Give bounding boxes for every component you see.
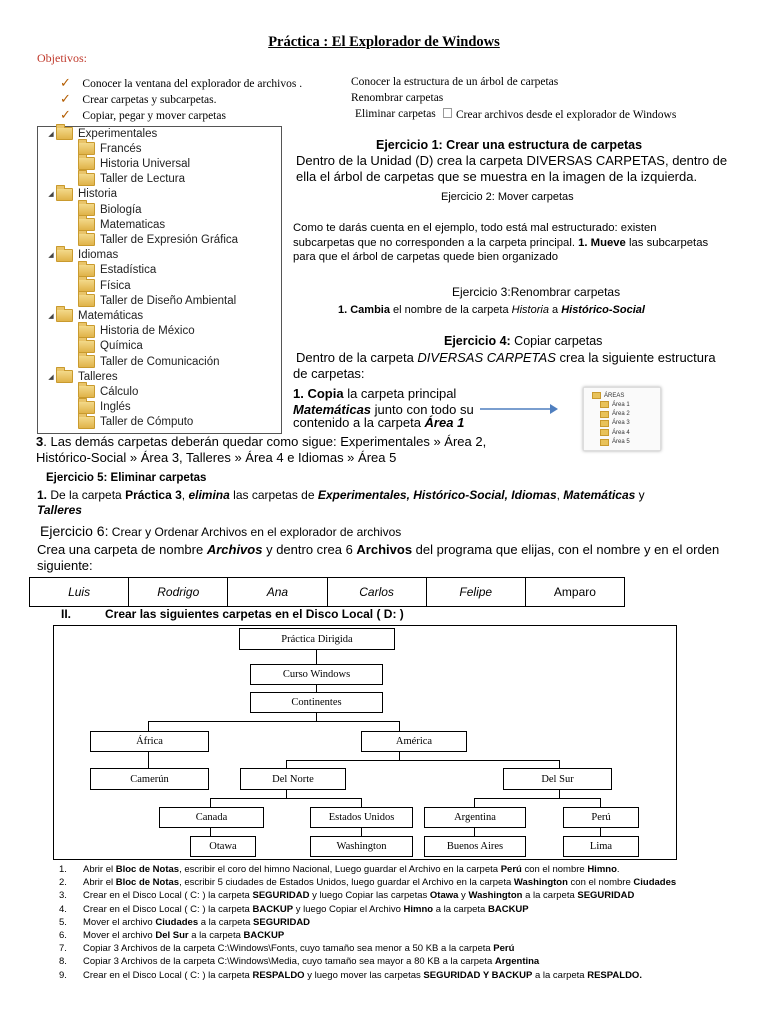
tree-folder-root[interactable] bbox=[48, 188, 117, 201]
task-text: BACKUP bbox=[243, 930, 285, 941]
folder-icon bbox=[592, 392, 601, 399]
task-item bbox=[59, 956, 539, 967]
ej2-line3: para que el árbol de carpetas quede bien organizado bbox=[293, 251, 559, 263]
ej3-title: Ejercicio 3:Renombrar carpetas bbox=[452, 285, 621, 299]
name-cell: Ana bbox=[228, 578, 327, 606]
tree-folder-label: Historia de México bbox=[100, 325, 195, 338]
task-item bbox=[59, 864, 620, 875]
task-text: RESPALDO bbox=[252, 969, 305, 981]
task-text: Crear en el Disco Local ( C: ) la carpeta bbox=[83, 890, 253, 902]
task-number: 9. bbox=[59, 969, 67, 981]
box-camerun: Camerún bbox=[90, 768, 209, 790]
folder-icon bbox=[600, 401, 609, 408]
task-item bbox=[59, 917, 310, 928]
tree-folder-child[interactable] bbox=[78, 401, 131, 414]
folder-icon bbox=[78, 218, 95, 231]
folder-icon bbox=[600, 439, 609, 446]
areas-mini-tree bbox=[583, 387, 661, 451]
tree-folder-child[interactable] bbox=[78, 264, 156, 277]
task-item bbox=[59, 877, 676, 888]
ej4-p3-line1: 3. Las demás carpetas deberán quedar como sigue: Experimentales » Área 2, bbox=[36, 434, 487, 449]
ej1-line1: Dentro de la Unidad (D) crea la carpeta DIVERSAS CARPETAS, dentro de bbox=[296, 153, 728, 168]
ej4-line2: de carpetas: bbox=[293, 366, 365, 381]
objective-right-3a: Eliminar carpetas bbox=[355, 108, 436, 120]
objective-right-3b: Crear archivos desde el explorador de Windows bbox=[443, 108, 676, 121]
task-text: a la carpeta bbox=[188, 930, 244, 941]
ej5-title: Ejercicio 5: Eliminar carpetas bbox=[46, 472, 207, 484]
tree-folder-label: Matemáticas bbox=[78, 309, 144, 322]
folder-icon bbox=[56, 309, 73, 322]
task-text: BACKUP bbox=[487, 903, 529, 915]
ej2-title: Ejercicio 2: Mover carpetas bbox=[441, 191, 574, 203]
box-argentina: Argentina bbox=[424, 807, 526, 828]
task-text: Abrir el bbox=[83, 877, 116, 889]
task-item bbox=[59, 890, 634, 901]
tree-folder-child[interactable] bbox=[78, 157, 190, 170]
task-item bbox=[59, 930, 284, 941]
folder-icon bbox=[78, 340, 95, 353]
task-text: SEGURIDAD Y BACKUP bbox=[423, 969, 533, 981]
box-continentes: Continentes bbox=[250, 692, 383, 713]
ej4-copy2: Matemáticas junto con todo su bbox=[293, 402, 474, 417]
folder-icon bbox=[78, 264, 95, 277]
task-text: a la carpeta bbox=[522, 890, 578, 902]
task-text: Ciudades bbox=[633, 877, 677, 889]
folder-icon bbox=[78, 355, 95, 368]
check-icon: ✓ bbox=[60, 107, 71, 122]
mini-folder-child bbox=[600, 420, 630, 427]
folder-tree bbox=[37, 126, 282, 434]
tree-folder-root[interactable] bbox=[48, 370, 118, 383]
folder-icon bbox=[56, 127, 73, 140]
name-cell: Amparo bbox=[553, 585, 596, 599]
tree-folder-child[interactable] bbox=[78, 142, 142, 155]
task-number: 4. bbox=[59, 903, 67, 915]
task-text: Washington bbox=[468, 890, 523, 902]
mini-folder-label: Área 5 bbox=[612, 439, 630, 445]
task-text: Bloc de Notas bbox=[115, 877, 180, 889]
task-text: Del Sur bbox=[155, 930, 189, 941]
mini-folder-label: Área 1 bbox=[612, 401, 630, 408]
tree-folder-child[interactable] bbox=[78, 218, 165, 231]
folder-icon bbox=[78, 233, 95, 246]
box-africa: África bbox=[90, 731, 209, 752]
ej4-p3-line2: Histórico-Social » Área 3, Talleres » Área 4 e Idiomas » Área 5 bbox=[36, 450, 397, 465]
tree-folder-child[interactable] bbox=[78, 340, 143, 353]
expand-arrow-icon[interactable]: ◢ bbox=[48, 191, 54, 199]
tree-folder-label: Historia Universal bbox=[100, 157, 191, 170]
tree-folder-child[interactable] bbox=[78, 294, 236, 307]
mini-folder-label: Área 4 bbox=[612, 429, 630, 436]
name-cell: Luis bbox=[30, 578, 129, 606]
section2-num: II. bbox=[61, 607, 72, 621]
task-text: SEGURIDAD bbox=[252, 890, 310, 902]
tree-folder-label: Cálculo bbox=[100, 385, 139, 398]
task-text: BACKUP bbox=[252, 903, 294, 915]
objective-right-1: Conocer la estructura de un árbol de carpetas bbox=[351, 76, 559, 88]
folder-icon bbox=[600, 429, 609, 436]
mini-folder-label: Área 3 bbox=[612, 420, 630, 427]
ej1-title: Ejercicio 1: Crear una estructura de carpetas bbox=[376, 138, 643, 152]
tree-folder-child[interactable] bbox=[78, 173, 185, 186]
tree-folder-label: Experimentales bbox=[78, 127, 158, 140]
box-otawa: Otawa bbox=[190, 836, 256, 857]
folder-icon bbox=[78, 401, 95, 414]
tree-folder-label: Inglés bbox=[100, 401, 131, 414]
tree-folder-label: Química bbox=[100, 340, 143, 353]
tree-folder-label: Taller de Diseño Ambiental bbox=[100, 294, 237, 307]
task-text: Mover el archivo bbox=[83, 930, 156, 941]
ej6-line1: Crea una carpeta de nombre Archivos y dentro crea 6 Archivos del programa que elijas, con el nombre y en el orden bbox=[37, 542, 720, 557]
mini-folder-child bbox=[600, 439, 630, 446]
task-text: a la carpeta bbox=[532, 969, 588, 981]
task-text: y bbox=[458, 890, 469, 902]
task-text: y luego mover las carpetas bbox=[304, 969, 424, 981]
expand-arrow-icon[interactable]: ◢ bbox=[48, 312, 54, 320]
task-text: Perú bbox=[493, 943, 515, 955]
task-text: Himno bbox=[403, 903, 434, 915]
task-number: 8. bbox=[59, 956, 67, 968]
task-text: y luego Copiar las carpetas bbox=[309, 890, 430, 902]
name-cell: Rodrigo bbox=[129, 578, 228, 606]
box-buenos-aires: Buenos Aires bbox=[424, 836, 526, 857]
task-item bbox=[59, 970, 642, 981]
names-table bbox=[29, 577, 625, 607]
folder-icon bbox=[78, 203, 95, 216]
folder-icon bbox=[78, 173, 95, 186]
expand-arrow-icon[interactable]: ◢ bbox=[48, 130, 54, 138]
ej4-copy3: contenido a la carpeta Área 1 bbox=[293, 415, 465, 430]
task-text: SEGURIDAD bbox=[577, 890, 635, 902]
task-text: Mover el archivo bbox=[83, 916, 156, 928]
task-text: Crear en el Disco Local ( C: ) la carpeta bbox=[83, 969, 253, 981]
ej6-title: Ejercicio 6: Crear y Ordenar Archivos en el explorador de archivos bbox=[40, 523, 402, 539]
box-america: América bbox=[361, 731, 467, 752]
ej3-line: 1. Cambia el nombre de la carpeta Historia a Histórico-Social bbox=[338, 304, 645, 316]
box-lima: Lima bbox=[563, 836, 639, 857]
folder-icon bbox=[78, 142, 95, 155]
tree-folder-label: Taller de Lectura bbox=[100, 173, 186, 186]
folder-icon bbox=[56, 370, 73, 383]
ej2-line1: Como te darás cuenta en el ejemplo, todo está mal estructurado: existen bbox=[293, 222, 657, 234]
task-text: Perú bbox=[500, 864, 522, 875]
task-text: Ciudades bbox=[155, 916, 199, 928]
box-canada: Canada bbox=[159, 807, 264, 828]
task-text: Copiar 3 Archivos de la carpeta C:\Windows\Fonts, cuyo tamaño sea menor a 50 KB a la carpeta bbox=[83, 943, 494, 955]
mini-folder-child bbox=[600, 411, 630, 418]
folder-icon bbox=[600, 420, 609, 427]
tree-folder-label: Estadística bbox=[100, 264, 157, 277]
ej6-line2: siguiente: bbox=[37, 558, 93, 573]
tree-folder-child[interactable] bbox=[78, 233, 238, 246]
tree-folder-child[interactable] bbox=[78, 325, 195, 338]
check-icon: ✓ bbox=[60, 75, 71, 90]
task-text: con el nombre bbox=[521, 864, 588, 875]
tree-folder-child[interactable] bbox=[78, 416, 193, 429]
tree-folder-label: Idiomas bbox=[78, 249, 119, 262]
objective-3: ✓ Copiar, pegar y mover carpetas bbox=[60, 107, 226, 122]
mini-folder-root bbox=[592, 392, 624, 399]
box-practica-dirigida: Práctica Dirigida bbox=[239, 628, 395, 650]
ej5-line1: 1. De la carpeta Práctica 3, elimina las carpetas de Experimentales, Histórico-Social, Idiomas, Matemáticas y bbox=[37, 488, 645, 502]
task-text: a la carpeta bbox=[433, 903, 488, 915]
objective-1: ✓ Conocer la ventana del explorador de archivos . bbox=[60, 75, 303, 90]
ej4-title: Ejercicio 4: Copiar carpetas bbox=[444, 334, 603, 348]
tree-folder-root[interactable] bbox=[48, 249, 119, 262]
task-text: , escribir el coro del himno Nacional, Luego guardar el Archivo en la carpeta bbox=[179, 864, 501, 875]
expand-arrow-icon[interactable]: ◢ bbox=[48, 373, 54, 381]
folder-icon bbox=[78, 294, 95, 307]
folder-icon bbox=[78, 416, 95, 429]
task-text: Washington bbox=[513, 877, 568, 889]
folder-icon bbox=[78, 279, 95, 292]
task-text: con el nombre bbox=[567, 877, 634, 889]
objective-right-2: Renombrar carpetas bbox=[351, 92, 444, 104]
task-text: RESPALDO. bbox=[587, 969, 642, 981]
task-item bbox=[59, 943, 514, 954]
folder-icon bbox=[56, 249, 73, 262]
arrow-icon bbox=[478, 402, 560, 416]
tree-folder-child[interactable] bbox=[78, 279, 131, 292]
tree-folder-root[interactable] bbox=[48, 127, 158, 140]
folder-icon bbox=[600, 411, 609, 418]
box-peru: Perú bbox=[563, 807, 639, 828]
task-text: . bbox=[616, 864, 620, 875]
task-text: Copiar 3 Archivos de la carpeta C:\Windows\Media, cuyo tamaño sea mayor a 80 KB a la carpeta bbox=[83, 956, 495, 968]
task-number: 1. bbox=[59, 864, 67, 875]
mini-folder-child bbox=[600, 429, 630, 436]
task-item bbox=[59, 904, 529, 915]
expand-arrow-icon[interactable]: ◢ bbox=[48, 252, 54, 260]
section2-text: Crear las siguientes carpetas en el Disco Local ( D: ) bbox=[105, 607, 404, 621]
task-text: Bloc de Notas bbox=[115, 864, 180, 875]
box-del-sur: Del Sur bbox=[503, 768, 612, 790]
task-text: Argentina bbox=[494, 956, 540, 968]
tree-folder-label: Francés bbox=[100, 142, 142, 155]
tree-folder-label: Matematicas bbox=[100, 218, 166, 231]
mini-folder-label: Área 2 bbox=[612, 411, 630, 418]
folder-icon bbox=[78, 385, 95, 398]
name-cell: Felipe bbox=[427, 578, 526, 606]
task-text: , escribir 5 ciudades de Estados Unidos, luego guardar el Archivo en la carpeta bbox=[179, 877, 514, 889]
folder-icon bbox=[78, 157, 95, 170]
ej4-copy1: 1. Copia la carpeta principal bbox=[293, 386, 457, 401]
task-number: 3. bbox=[59, 890, 67, 902]
task-number: 5. bbox=[59, 916, 67, 928]
task-text: Crear en el Disco Local ( C: ) la carpeta bbox=[83, 903, 253, 915]
mini-folder-label: ÁREAS bbox=[604, 392, 625, 399]
page-title: Práctica : El Explorador de Windows bbox=[268, 34, 500, 50]
tree-folder-label: Física bbox=[100, 279, 131, 292]
tree-folder-label: Taller de Cómputo bbox=[100, 416, 194, 429]
task-text: SEGURIDAD bbox=[253, 916, 311, 928]
task-text: Himno bbox=[587, 864, 617, 875]
folder-icon bbox=[78, 325, 95, 338]
task-text: a la carpeta bbox=[198, 916, 254, 928]
tree-folder-child[interactable] bbox=[78, 385, 138, 398]
task-number: 2. bbox=[59, 877, 67, 889]
task-text: Otawa bbox=[429, 890, 459, 902]
tree-folder-root[interactable] bbox=[48, 309, 144, 322]
ej4-line1: Dentro de la carpeta DIVERSAS CARPETAS crea la siguiente estructura bbox=[296, 350, 716, 365]
task-number: 7. bbox=[59, 943, 67, 955]
task-number: 6. bbox=[59, 930, 67, 941]
tree-folder-child[interactable] bbox=[78, 355, 220, 368]
tree-folder-label: Taller de Comunicación bbox=[100, 355, 220, 368]
box-curso-windows: Curso Windows bbox=[250, 664, 383, 685]
ej2-line2: subcarpetas que no corresponden a la carpeta principal. 1. Mueve las subcarpetas bbox=[293, 237, 709, 249]
tree-folder-label: Talleres bbox=[78, 370, 118, 383]
box-estados-unidos: Estados Unidos bbox=[310, 807, 413, 828]
tree-folder-label: Historia bbox=[78, 188, 117, 201]
mini-folder-child bbox=[600, 401, 630, 408]
name-cell: Carlos bbox=[328, 578, 427, 606]
ej5-line2: Talleres bbox=[37, 503, 82, 517]
task-text: Abrir el bbox=[83, 864, 116, 875]
box-washington: Washington bbox=[310, 836, 413, 857]
objective-2: ✓ Crear carpetas y subcarpetas. bbox=[60, 91, 217, 106]
tree-folder-child[interactable] bbox=[78, 203, 142, 216]
check-icon: ✓ bbox=[60, 91, 71, 106]
objetivos-label: Objetivos: bbox=[37, 51, 87, 65]
tree-folder-label: Taller de Expresión Gráfica bbox=[100, 233, 239, 246]
box-del-norte: Del Norte bbox=[240, 768, 346, 790]
tree-folder-label: Biología bbox=[100, 203, 142, 216]
folder-icon bbox=[56, 188, 73, 201]
ej1-line2: ella el árbol de carpetas que se muestra en la imagen de la izquierda. bbox=[296, 169, 698, 184]
task-text: y luego Copiar el Archivo bbox=[293, 903, 404, 915]
